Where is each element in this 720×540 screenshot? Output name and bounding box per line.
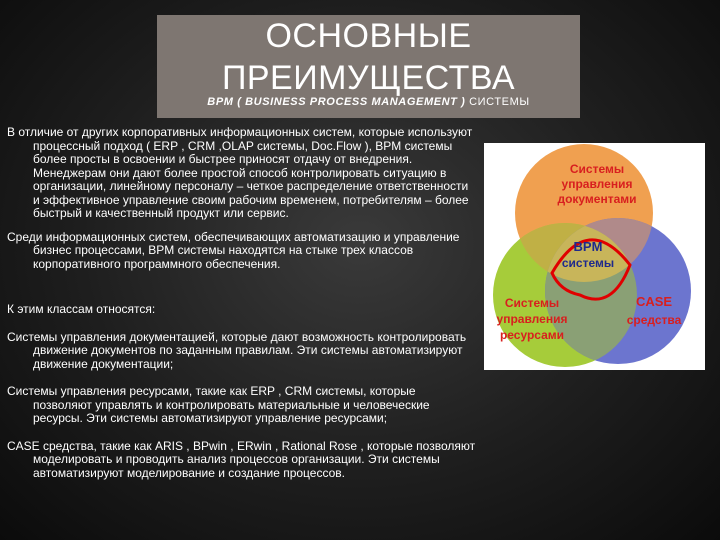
paragraph-4: Системы управления документацией, которые дают возможность контролировать движение документов по заданным правилам. Эти системы автоматизируют движение документации; <box>7 329 467 371</box>
label-bpm-1: BPM <box>573 239 603 254</box>
label-case-2: средства <box>626 313 682 327</box>
slide-title <box>157 15 580 99</box>
label-res-1: Системы <box>504 296 560 310</box>
slide-subtitle <box>157 96 580 108</box>
paragraph-3: К этим классам относятся: <box>7 302 156 316</box>
label-docs-2: управления <box>561 177 633 191</box>
label-docs-3: документами <box>557 192 637 206</box>
title-box <box>157 15 580 118</box>
label-case-1: CASE <box>635 294 673 309</box>
label-bpm-2: системы <box>561 256 615 270</box>
venn-svg <box>484 143 705 370</box>
paragraph-1: В отличие от других корпоративных информационных систем, которые используют процессный подход ( ERP , CRM ,OLAP системы, Doc.Flow ), BPM системы более просты в освоении и быстрее приносят отдачу от внедрения. Менеджерам они дают более простой способ контролировать ситуацию в организации, линейному персоналу – четкое распределение ответственности и эффективное управление своим рабочим временем, потребителям – более быстрый и качественный продукт или сервис. <box>7 125 473 220</box>
venn-diagram <box>484 143 705 370</box>
label-res-3: ресурсами <box>499 328 565 342</box>
paragraph-2: Среди информационных систем, обеспечивающих автоматизацию и управление бизнес процессами, BPM системы находятся на стыке трех классов корпоративного программного обеспечения. <box>7 229 460 271</box>
subtitle-systems: СИСТЕМЫ <box>465 96 530 108</box>
title-line-2: ПРЕИМУЩЕСТВА <box>221 59 516 97</box>
paragraph-5: Системы управления ресурсами, такие как ERP , CRM системы, которые позволяют управлять и контролировать материальные и человеческие ресурсы. Эти системы автоматизируют управление ресурсами; <box>7 384 430 425</box>
paragraph-6: CASE средства, такие как ARIS , BPwin , ERwin , Rational Rose , которые позволяют моделировать и проводить анализ процессов организации. Эти системы автоматизируют моделирование и создание процессов. <box>7 438 476 480</box>
subtitle-bpm: BPM ( BUSINESS PROCESS MANAGEMENT ) <box>207 96 466 108</box>
label-res-2: управления <box>496 312 568 326</box>
body-text <box>7 126 477 480</box>
label-docs-1: Системы <box>569 162 625 176</box>
title-line-1: ОСНОВНЫЕ <box>265 17 472 55</box>
